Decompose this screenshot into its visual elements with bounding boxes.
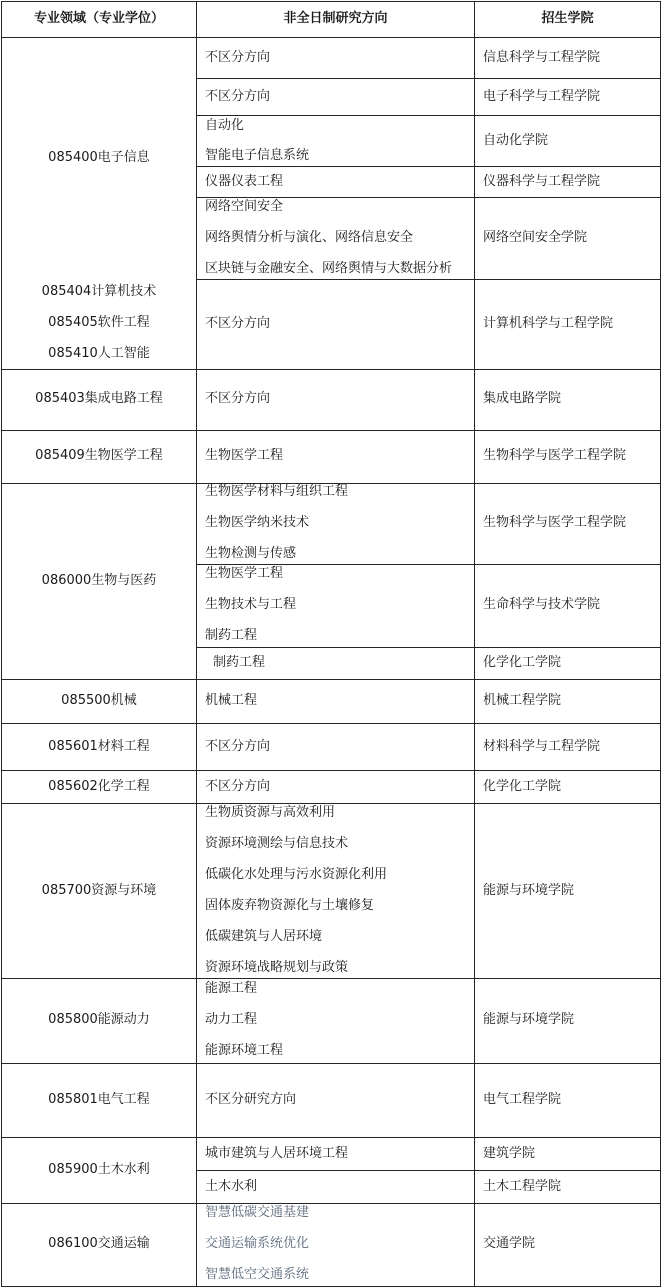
field-name: 085409生物医学工程 [35, 448, 163, 463]
college-cell: 机械工程学院 [483, 693, 562, 708]
direction-cell: 土木水利 [205, 1179, 258, 1194]
college-cell: 能源与环境学院 [483, 1012, 575, 1027]
subrow-divider [196, 1170, 661, 1171]
direction-cell: 生物技术与工程 [205, 597, 297, 612]
subrow-divider [196, 78, 661, 79]
field-name: 086000生物与医药 [41, 573, 157, 588]
row-divider [1, 430, 661, 431]
row-divider [1, 369, 661, 370]
direction-cell: 城市建筑与人居环境工程 [205, 1146, 349, 1161]
direction-cell: 区块链与金融安全、网络舆情与大数据分析 [205, 261, 453, 276]
field-name: 085403集成电路工程 [35, 391, 163, 406]
college-cell: 生命科学与技术学院 [483, 597, 601, 612]
field-name: 085405软件工程 [48, 315, 150, 330]
direction-cell: 不区分方向 [205, 391, 271, 406]
direction-cell: 仪器仪表工程 [205, 174, 284, 189]
field-name: 085410人工智能 [48, 346, 150, 361]
row-divider [1, 770, 661, 771]
row-divider [1, 679, 661, 680]
direction-cell: 生物医学工程 [205, 448, 284, 463]
direction-cell: 不区分研究方向 [205, 1092, 297, 1107]
row-divider [1, 1203, 661, 1204]
table-border-top [1, 1, 661, 2]
college-cell: 电气工程学院 [483, 1092, 562, 1107]
direction-cell: 自动化 [205, 118, 245, 133]
subrow-divider [196, 166, 661, 167]
direction-cell: 不区分方向 [205, 50, 271, 65]
subrow-divider [196, 564, 661, 565]
college-cell: 土木工程学院 [483, 1179, 562, 1194]
direction-cell: 智慧低空交通系统 [205, 1267, 310, 1282]
direction-cell: 资源环境测绘与信息技术 [205, 836, 349, 851]
direction-cell: 能源工程 [205, 981, 258, 996]
direction-cell: 动力工程 [205, 1012, 258, 1027]
subrow-divider [196, 197, 661, 198]
direction-cell: 制药工程 [205, 628, 258, 643]
direction-cell: 生物医学材料与组织工程 [205, 484, 349, 499]
direction-cell: 交通运输系统优化 [205, 1236, 310, 1251]
direction-cell: 低碳建筑与人居环境 [205, 929, 323, 944]
college-cell: 网络空间安全学院 [483, 230, 588, 245]
field-name: 085801电气工程 [48, 1092, 150, 1107]
subrow-divider [196, 279, 661, 280]
college-cell: 信息科学与工程学院 [483, 50, 601, 65]
direction-cell: 资源环境战略规划与政策 [205, 960, 349, 975]
direction-cell: 智能电子信息系统 [205, 148, 310, 163]
direction-cell: 不区分方向 [205, 739, 271, 754]
college-cell: 生物科学与医学工程学院 [483, 448, 627, 463]
field-name: 086100交通运输 [48, 1236, 150, 1251]
row-divider [1, 1137, 661, 1138]
direction-cell: 不区分方向 [205, 316, 271, 331]
direction-cell: 低碳化水处理与污水资源化利用 [205, 867, 388, 882]
college-cell: 生物科学与医学工程学院 [483, 515, 627, 530]
direction-cell: 制药工程 [213, 655, 266, 670]
college-cell: 材料科学与工程学院 [483, 739, 601, 754]
college-cell: 能源与环境学院 [483, 883, 575, 898]
college-cell: 交通学院 [483, 1236, 536, 1251]
header-direction: 非全日制研究方向 [283, 11, 388, 26]
row-divider [1, 1063, 661, 1064]
row-divider [1, 803, 661, 804]
column-divider-1 [196, 1, 197, 1287]
direction-cell: 网络空间安全 [205, 199, 284, 214]
direction-cell: 固体废弃物资源化与土壤修复 [205, 898, 375, 913]
college-cell: 化学化工学院 [483, 655, 562, 670]
direction-cell: 生物医学纳米技术 [205, 515, 310, 530]
college-cell: 化学化工学院 [483, 779, 562, 794]
college-cell: 仪器科学与工程学院 [483, 174, 601, 189]
subrow-divider [196, 115, 661, 116]
field-name: 085400电子信息 [48, 150, 150, 165]
college-cell: 集成电路学院 [483, 391, 562, 406]
row-divider [1, 978, 661, 979]
row-divider [1, 723, 661, 724]
table-border-bottom [1, 1286, 661, 1287]
header-field: 专业领域（专业学位） [33, 11, 164, 26]
direction-cell: 生物医学工程 [205, 566, 284, 581]
header-divider [1, 37, 661, 38]
field-name: 085500机械 [61, 693, 137, 708]
field-name: 085800能源动力 [48, 1012, 150, 1027]
direction-cell: 网络舆情分析与演化、网络信息安全 [205, 230, 414, 245]
field-name: 085602化学工程 [48, 779, 150, 794]
subrow-divider [196, 647, 661, 648]
column-divider-2 [474, 1, 475, 1287]
header-college: 招生学院 [541, 11, 594, 26]
field-name: 085404计算机技术 [41, 284, 157, 299]
field-name: 085700资源与环境 [41, 883, 157, 898]
direction-cell: 能源环境工程 [205, 1043, 284, 1058]
direction-cell: 生物检测与传感 [205, 546, 297, 561]
direction-cell: 智慧低碳交通基建 [205, 1205, 310, 1220]
direction-cell: 不区分方向 [205, 89, 271, 104]
college-cell: 电子科学与工程学院 [483, 89, 601, 104]
direction-cell: 生物质资源与高效利用 [205, 805, 336, 820]
field-name: 085900土木水利 [48, 1162, 150, 1177]
field-name: 085601材料工程 [48, 739, 150, 754]
direction-cell: 机械工程 [205, 693, 258, 708]
college-cell: 计算机科学与工程学院 [483, 316, 614, 331]
college-cell: 自动化学院 [483, 133, 549, 148]
direction-cell: 不区分方向 [205, 779, 271, 794]
table-border-right [660, 1, 661, 1287]
college-cell: 建筑学院 [483, 1146, 536, 1161]
